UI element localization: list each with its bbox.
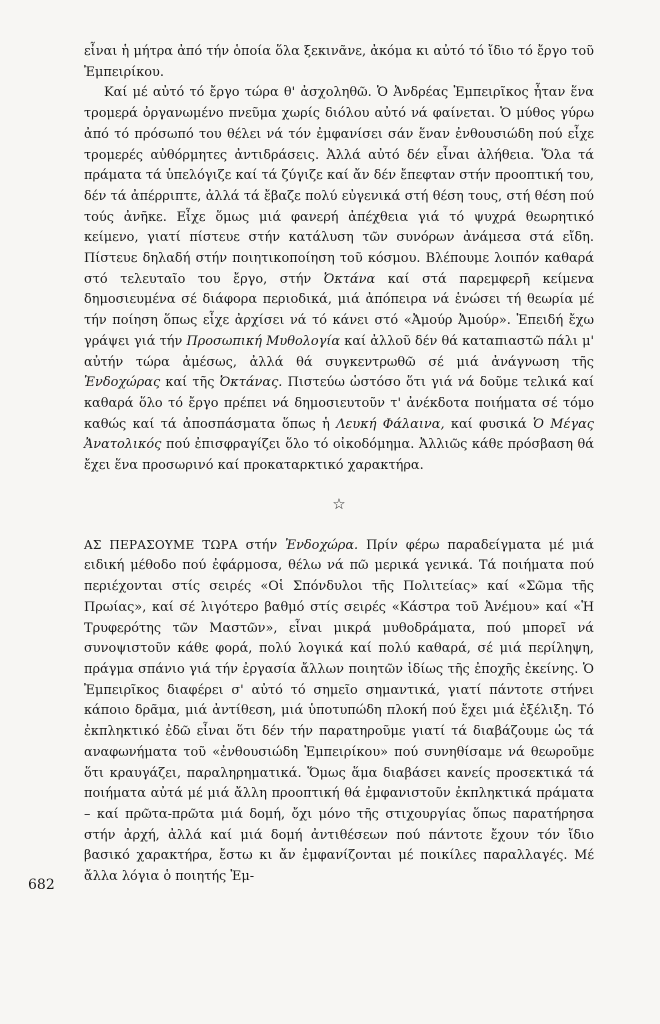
page-body — [84, 42, 594, 888]
text-run: Πιστεύω ὡστόσο ὅτι γιά νά δοῦμε τελικά καί καθαρά ὅλο τό ἔργο πρέπει νά δημοσιευτοῦν τ' ἀνέκδοτα ποιήματα σέ τόμο καθώς καί τά ἀποσπάσματα ὅπως ἡ — [84, 375, 594, 432]
text-run: καί στά παρεμφερῆ κείμενα δημοσιευμένα σέ διάφορα περιοδικά, μιά ἀπόπειρα νά ἑνώσει τή θεωρία μέ τήν ποίηση ὅπως εἶχε ἀρχίσει νά τό κάνει στό «Ἀμούρ Ἀμούρ». Ἐπειδή ἔχω γράψει γιά τήν — [84, 271, 594, 349]
italic-title: Ἐνδοχώρα. — [285, 537, 359, 553]
italic-title: Ὁ Μέγας Ἀνατολικός — [84, 416, 594, 453]
paragraph-1-text: εἶναι ἡ μήτρα ἀπό τήν ὁποία ὅλα ξεκινᾶνε, ἀκόμα κι αὐτό τό ἴδιο τό ἔργο τοῦ Ἐμπειρίκου. — [84, 44, 594, 80]
italic-title: Ὀκτάνας. — [219, 375, 283, 391]
paragraph-1 — [84, 42, 594, 83]
page-number: 682 — [28, 877, 55, 893]
text-run: καί τῆς — [160, 375, 220, 391]
text-run: στήν — [237, 537, 286, 553]
text-run: καί ἀλλοῦ δέν θά καταπιαστῶ πάλι μ' αὐτήν τώρα ἀμέσως, ἀλλά θά συγκεντρωθῶ σέ μιά ἀνάγνωση τῆς — [84, 333, 594, 370]
italic-title: Ὀκτάνα — [323, 271, 376, 287]
paragraph-3 — [84, 535, 594, 888]
text-run: Καί μέ αὐτό τό ἔργο τώρα θ' ἀσχοληθῶ. Ὁ Ἀνδρέας Ἐμπειρῖκος ἦταν ἕνα τρομερά ὀργανωμένο πνεῦμα χωρίς διόλου αὐτό νά φαίνεται. Ὁ μύθος γύρω ἀπό τό πρόσωπό του θέλει νά τόν ἐμφανίσει σάν ἕναν ἐνθουσιώδη πού εἶχε τρομερές αὐθόρμητες ἀντιδράσεις. Ἀλλά αὐτό δέν εἶναι ἀλήθεια. Ὅλα τά πράματα τά ὑπελόγιζε καί τά ζύγιζε καί ἄν δέν ἔπεφταν στήν προοπτική του, δέν τά ἀπέρριπτε, ἀλλά τά ἔβαζε πολύ εὐγενικά στή θέση τους, στή θέση πού τούς ἀνῆκε. Εἶχε ὅμως μιά φανερή ἀπέχθεια γιά τό ψυχρά θεωρητικό κείμενο, γιατί πίστευε στήν κατάλυση τῶν συνόρων ἀνάμεσα στά εἴδη. Πίστευε δηλαδή στήν ποιητικοποίηση τοῦ κόσμου. Βλέπουμε λοιπόν καθαρά στό τελευταῖο του ἔργο, στήν — [84, 85, 594, 287]
text-run: πού ἐπισφραγίζει ὅλο τό οἰκοδόμημα. Ἀλλιῶς κάθε πρόσβαση θά ἔχει ἕνα προσωρινό καί προκαταρκτικό χαρακτήρα. — [84, 437, 594, 474]
italic-title: Λευκή Φάλαινα, — [336, 416, 445, 432]
italic-title: Ἐνδοχώρας — [84, 375, 161, 391]
text-run: καί φυσικά — [444, 416, 533, 432]
paragraph-2 — [84, 83, 594, 476]
text-run: Πρίν φέρω παραδείγματα μέ μιά ειδική μέθοδο πού ἐφάρμοσα, θέλω νά πῶ μερικά γενικά. Τά ποιήματα πού περιέχονται στίς σειρές «Οἱ Σπόνδυλοι τῆς Πολιτείας» καί «Σῶμα τῆς Πρωίας», καί σέ λιγότερο βαθμό στίς σειρές «Κάστρα τοῦ Ἀνέμου» καί «Ἡ Τρυφερότης τῶν Μαστῶν», εἶναι μικρά μυθοδράματα, πού μπορεῖ νά συνοψιστοῦν κάθε φορά, πολύ λογικά καί πολύ καθαρά, σέ μιά περίληψη, πράγμα σπάνιο γιά τήν ἐργασία ἄλλων ποιητῶν ἰδίως τῆς ἐποχῆς ἐκείνης. Ὁ Ἐμπειρῖκος διαφέρει σ' αὐτό τό σημεῖο σημαντικά, γιατί πάντοτε στήνει κάποιο δρᾶμα, μιά ἀντίθεση, μιά ὑποτυπώδη πλοκή πού ἔχει μιά ἐξέλιξη. Τό ἐκπληκτικό ἐδῶ εἶναι ὅτι δέν τήν παρατηροῦμε γιατί τά διαβάζουμε ὡς τά αναφωνήματα τοῦ «ἐνθουσιώδη Ἐμπειρίκου» πού συνηθίσαμε νά θεωροῦμε ὅτι κραυγάζει, παραληρηματικά. Ὅμως ἅμα διαβάσει κανείς προσεκτικά τά ποιήματα αὐτά μέ μιά ἄλλη προοπτική θά ἐμφανιστοῦν ἐκπληκτικά πράματα – καί πρῶτα-πρῶτα μιά δομή, ὄχι μόνο τῆς στιχουργίας ὅπως παρατήρησα στήν ἀρχή, ἀλλά καί μιά δομή ἀντιθέσεων πού πάντοτε ἔχουν τόν ἴδιο βασικό χαρακτήρα, ἔστω κι ἄν ἐμφανίζονται μέ ποικίλες παραλλαγές. Μέ ἄλλα λόγια ὁ ποιητής Ἐμ- — [84, 537, 594, 885]
small-caps-lead: ΑΣ ΠΕΡΑΣΟΥΜΕ ΤΩΡΑ — [84, 537, 238, 552]
section-divider-star-icon: ☆ — [332, 494, 346, 513]
italic-title: Προσωπική Μυθολογία — [186, 333, 341, 349]
